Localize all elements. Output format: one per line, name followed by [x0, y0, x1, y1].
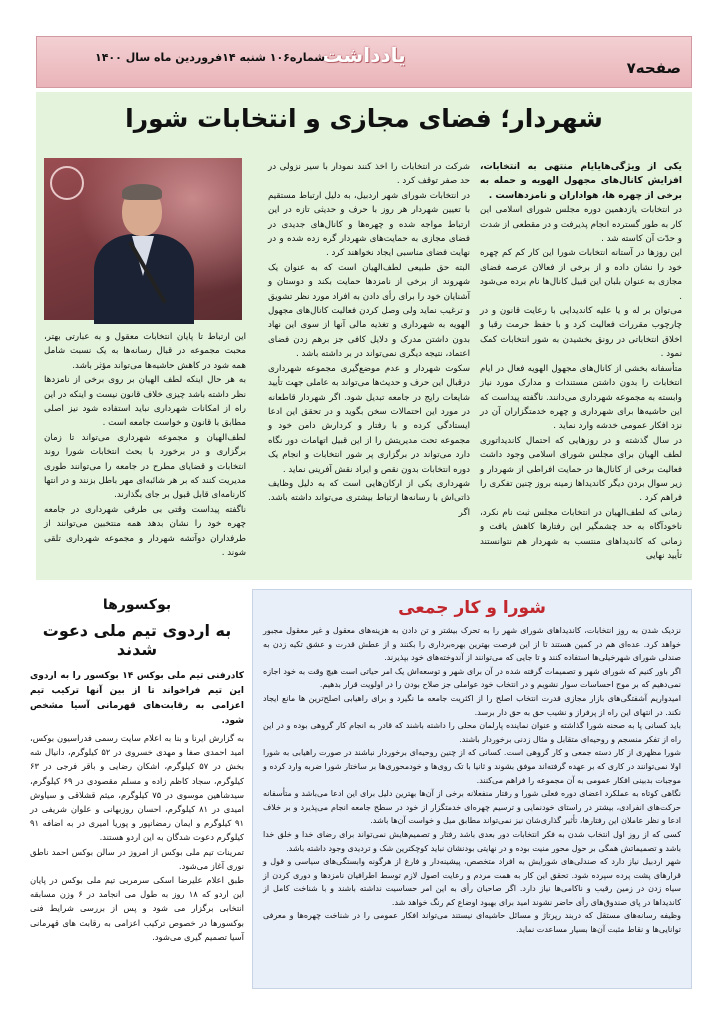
paragraph: در انتخابات شورای شهر اردبیل، به دلیل ارتباط مستقیم با تعیین شهردار هر روز با حرف و حدیثی تازه در این ارتباط مواجه شده و چهره‌ها و کانال‌های جدیدی در فضای مجازی به حمایت‌های شهردار گره زده شده و در نهایت فضای مناسبی ایجاد نخواهند کرد .	[268, 190, 470, 259]
paragraph: شرکت در انتخابات را اخذ کنند نمودار با سیر نزولی در حد صفر توقف کرد .	[268, 162, 470, 187]
paragraph: به گزارش ایرنا و بنا به اعلام سایت رسمی فدراسیون بوکس، امید احمدی صفا و مهدی خسروی در ۵۲ کیلوگرم، دانیال شه بخش در ۵۷ کیلوگرم، اشکان رضایی و باقر فرجی در ۶۳ کیلوگرم، سجاد کاظم زاده و مسلم مقصودی در ۶۹ کیلوگرم، سیدشاهین موسوی در ۷۵ کیلوگرم، میثم قشلاقی و سیاوش امیدی در ۸۱ کیلوگرم، احسان روزبهانی و علوان شریفی در ۹۱ کیلوگرم و ایمان رمضانپور و پوریا امیری در به اضافه ۹۱ کیلوگرم دعوت شدگان به این اردو هستند.	[30, 733, 244, 843]
paragraph: نزدیک شدن به روز انتخابات، کاندیداهای شورای شهر را به تحرک بیشتر و تن دادن به هزینه‌های معقول و غیر معقول مجبور خواهد کرد. عده‌ای هم در کمین هستند تا از این فرصت بهترین بهره‌برداری را بکنند و از عطش قدرت و عشق تکیه زدن به صندلی شورای شهرخیلی‌ها استفاده کنند و تا جایی که می‌توانند از آندوخته‌های خود بپذیرند.	[263, 626, 681, 663]
main-article	[36, 92, 692, 580]
paragraph: نگاهی کوتاه به عملکرد اعضای دوره فعلی شورا و رفتار منفعلانه برخی از آن‌ها بهترین دلیل برای این ادعا می‌باشد و متأسفانه حرکت‌های انفرادی، بیشتر در راستای خودنمایی و ترسیم چهره‌ای خدمتگزار از خود در سطح جامعه انجام می‌پذیرد و بر خلاف ادعا و نظر عاملان این رفتارها، تأثیر گذاری‌شان نیز نمی‌تواند مطابق میل و خواست آن‌ها باشد.	[263, 789, 681, 826]
article-column-2	[267, 160, 470, 518]
paragraph: شهرداری یکی از ارکان‌هایی است که به دلیل وظایف ذاتی‌اش با رسانه‌ها ارتباط بیشتری می‌تواند داشته باشد. اگر	[268, 478, 470, 518]
paragraph: کسی که از روز اول انتخاب شدن به فکر انتخابات دور بعدی باشد رفتار و تصمیم‌هایش نمی‌تواند برای رضای خدا و خلق خدا باشد و تصمیماتش همگی بر حول محور منیت بوده و در نهایتی بودنشان نباید کوچکترین شک و تردیدی وجود داشته باشد.	[263, 829, 681, 853]
section-title: یادداشت	[322, 43, 406, 67]
boxing-article	[30, 589, 244, 989]
paragraph: زمانی که لطف‌الهیان در انتخابات مجلس ثبت نام نکرد، ناخودآگاه به حد چشمگیر این رفتارها کاهش یافت و زمانی که کاندیداهای منتسب به شهردار هم نتوانستند تأیید نهایی	[480, 507, 682, 561]
article-column-1	[480, 160, 682, 564]
paragraph: می‌توان بر له و یا علیه کاندیدایی با رعایت قانون و در چارچوب مقررات فعالیت کرد و با حفظ حرمت رقبا و اخلاق انتخاباتی در رونق بخشیدن به شور انتخابات کمک نمود .	[480, 306, 682, 360]
paragraph: به هر حال اینکه لطف الهیان بر روی برخی از نامزدها نظر داشته باشد چیزی خلاف قانون نیست و اینکه در این راه از امکانات شهرداری نباید استفاده شود نیز اصلی مطابق با قانون و خواست جامعه است .	[44, 375, 246, 429]
page-header	[36, 36, 692, 88]
paragraph: شورا مظهری از کار دسته جمعی و کار گروهی است. کسانی که از چنین روحیه‌ای برخوردار نباشند در صورت راهیابی به شورا اولا نمی‌توانند در کاری که بر عهده گرفته‌اند موفق بشوند و ثانیا با تک روی‌ها و خودمحوری‌ها بر ساختار شورا ضربه وارد کرده و موجبات بدبینی افکار عمومی به آن مجموعه را فراهم می‌کنند.	[263, 748, 681, 785]
paragraph: اگر باور کنیم که شورای شهر و تصمیمات گرفته شده در آن برای شهر و توسعه‌اش یک امر حیاتی است هیچ وقت به خود اجازه نمی‌دهیم که بر موج احساسات سوار نشویم و در انتخاب خود عواملی جز صلاح بودن را در اولویت قرار بدهیم.	[263, 666, 681, 690]
paragraph: تمرینات تیم ملی بوکس از امروز در سالن بوکس احمد ناطق نوری آغاز می‌شود.	[30, 846, 244, 871]
mayor-photo	[44, 158, 242, 320]
paragraph: طبق اعلام علیرضا اسکی سرمربی تیم ملی بوکس در پایان این اردو که ۱۸ روز به طول می انجامد در ۶ وزن مسابقه انتخابی برگزار می شود و پس از بررسی شرایط فنی بوکسورها در خصوص ترکیب اعزامی به رقابت های قهرمانی آسیا تصمیم گیری می‌شود.	[30, 875, 244, 942]
paragraph: شهر اردبیل نیاز دارد که صندلی‌های شورایش به افراد متخصص، پیشینه‌دار و فارغ از هرگونه وابستگی‌های سیاسی و قول و قرارهای پشت پرده سپرده شود. تحقق این کار به همت مردم و رعایت اصول لازم توسط اطرافیان نامزدها و دوری کردن از سیاه زدن در زمین رقیب و ناکامی‌ها نیاز دارد. اگر صاحبان رأی به این امر حساسیت نداشته باشند و با شناخت کامل از کاندیداها در پای صندوق‌های رأی حاضر نشوند امید برای بهبود اوضاع کم رنگ خواهد شد.	[263, 857, 681, 907]
article-lead: یکی از ویژگی‌هایایام منتهی به انتخابات، افزایش کانال‌های مجهول الهویه و حمله به برخی از چهره ها، هواداران و نامزدهاست .	[480, 161, 682, 201]
paragraph: سکوت شهردار و عدم موضع‌گیری مجموعه شهرداری درقبال این حرف و حدیث‌ها می‌تواند به عاملی جهت تأیید شایعات رایج در جامعه تبدیل شود. اگر شهردار قاطعانه در مورد این احتمالات سخن بگوید و در تحقق این ادعا ایستادگی کرده و با رفتار و کردارش دامن خود و مجموعه تحت مدیریتش را از این قبیل اتهامات دور نگاه دارد می‌تواند در برگزاری پر شور انتخابات و انجام یک دوره انتخابات بدون نقص و ایراد نقش آفرینی نماید .	[267, 363, 470, 475]
paragraph: وظیفه رسانه‌های مستقل که دربند رپرتاژ و مسائل حاشیه‌ای نیستند می‌تواند افکار عمومی را در شناخت چهره‌ها و معرفی توانایی‌ها و نقاط مثبت آن‌ها بسیار مساعدت نماید.	[263, 911, 681, 935]
paragraph: امیدواریم آشفتگی‌های بازار مجازی قدرت انتخاب اصلح را از اکثریت جامعه ما نگیرد و برای راهیابی اصلح‌ترین ها مانع ایجاد نکند. در انتهای این راه از پرفراز و نشیب حق به حق دار برسد.	[263, 693, 681, 717]
paragraph: این روزها در آستانه انتخابات شورا این کار کم کم چهره خود را نشان داده و از برخی از فعالان عرصه فضای مجازی به عنوان بلبان این قبیل کانال‌ها نام برده می‌شود .	[480, 248, 682, 302]
paragraph: ناگفته پیداست وقتی بی طرفی شهرداری در جامعه چهره خود را نشان بدهد همه منتخبین می‌توانند از طرفداران دوآتشه شهردار و مجموعه شهرداری تلقی شوند .	[44, 504, 246, 559]
boxing-article-kicker: بوکسورها	[102, 597, 172, 613]
paragraph: متأسفانه بخشی از کانال‌های مجهول الهویه فعال در ایام انتخابات را بدون داشتن مستندات و مدارک مورد نیاز وابسته به مجموعه شهرداری می‌دانند. ناگفته پیداست که این حاشیه‌ها برای شهرداری و چهره خدمتگزاران آن در نزد افکار عمومی خدشه وارد نماید .	[480, 363, 682, 432]
paragraph: این ارتباط تا پایان انتخابات معقول و به عبارتی بهتر، محبت مجموعه در قبال رسانه‌ها به یک نسبت شامل همه شود در کاهش حاشیه‌ها می‌تواند مؤثر باشد.	[44, 332, 246, 371]
issue-info: شماره۱۰۶ شنبه ۱۴فروردین ماه سال ۱۴۰۰	[95, 51, 326, 64]
boxing-article-lead: کادرفنی تیم ملی بوکس ۱۴ بوکسور را به اردوی این تیم فراخواند تا از بین آنها ترکیب تیم اعزامی به رقابت‌های قهرمانی آسیا مشخص شود.	[30, 671, 245, 726]
article-column-3	[44, 330, 246, 574]
main-article-title: شهردار؛ فضای مجازی و انتخابات شورا	[125, 104, 603, 133]
paragraph: البته حق طبیعی لطف‌الهیان است که به عنوان یک شهروند از برخی از نامزدها حمایت بکند و دوستان و آشنایان خود را برای رأی دادن به افراد مورد نظر تشویق و ترغیب نماید ولی وصل کردن فعالیت کانال‌های مجهول الهویه به شهرداری و تغذیه مالی آنها از سوی این نهاد بدون داشتن مدرک و دلایل کافی جز برهم زدن فضای اعتماد، نتیجه دیگری نمی‌تواند در بر داشته باشد .	[268, 262, 470, 360]
boxing-article-title: به اردوی تیم ملی دعوت شدند	[42, 621, 232, 659]
paragraph: در انتخابات یازدهمین دوره مجلس شورای اسلامی این کار به طور گسترده انجام پذیرفت و در مقطعی از شدت و حدّت آن کاسته شد .	[480, 205, 682, 245]
page-number: صفحه۷	[626, 59, 681, 77]
council-article-title: شورا و کار جمعی	[398, 598, 546, 618]
paragraph: لطف‌الهیان و مجموعه شهرداری می‌تواند تا زمان برگزاری و در برخورد با بحث انتخابات شورا روند انتخابات و قضایای مطرح در جامعه را می‌توانند طوری مدیریت کنند که بر هر شائبه‌ای مهر باطل بزنند و در انتها کارنامه‌ای قابل قبول بر جای بگذارند.	[44, 432, 246, 501]
council-article-box	[252, 589, 692, 989]
council-article-body	[263, 624, 681, 980]
paragraph: باید کسانی پا به صحنه شورا گذاشته و عنوان نماینده پارلمان محلی را داشته باشند که قادر به انجام کار گروهی بوده و در این راه از تفکر منسجم و روحیه‌ای متقابل و مثال زدنی برخوردار باشند.	[263, 721, 681, 744]
boxing-article-body	[30, 731, 244, 944]
paragraph: در سال گذشته و در روزهایی که احتمال کاندیداتوری لطف الهیان برای مجلس شورای اسلامی وجود داشت فعالیت برخی از کانال‌ها در حمایت افراطی از شهردار و زیر سوال بردن دیگر کاندیداها زمینه بروز چنین تفکری را فراهم کرد .	[480, 435, 682, 504]
emblem-icon	[50, 166, 84, 200]
